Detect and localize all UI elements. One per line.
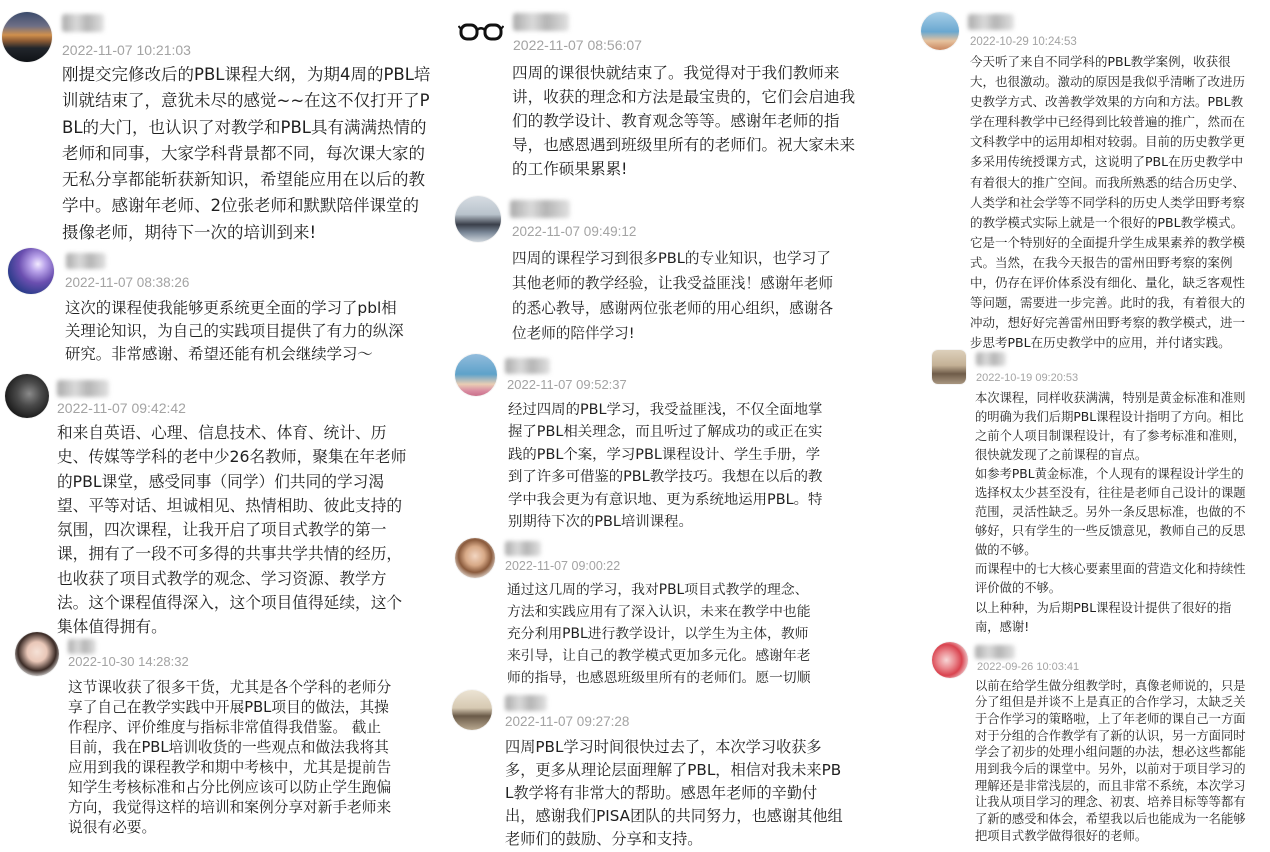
comment-text (975, 678, 1246, 845)
user-avatar[interactable] (2, 12, 52, 62)
comment-text-line: 用到我今后的课堂中。另外，以前对于项目学习的 (975, 762, 1246, 777)
comment-text (505, 736, 843, 851)
comment-text (512, 246, 833, 346)
comment-text-line: 享了自己在教学实践中开展PBL项目的做法，其操 (68, 699, 389, 716)
comment-text-line: 导，也感恩遇到班级里所有的老师们。祝大家未来 (512, 136, 856, 154)
comment-timestamp: 2022-11-07 08:38:26 (65, 275, 190, 290)
comment-text-line: 学在理科教学中已经得到比较普遍的推广，然而在 (970, 114, 1246, 130)
user-name-blurred[interactable] (968, 14, 1014, 30)
user-name-blurred[interactable] (976, 352, 1006, 366)
user-avatar[interactable] (8, 248, 54, 294)
user-name-blurred[interactable] (66, 253, 106, 269)
user-avatar[interactable] (5, 374, 49, 418)
comment-text-line: 训就结束了，意犹未尽的感觉~~在这不仅打开了P (62, 91, 430, 111)
user-avatar[interactable] (455, 196, 501, 242)
comment-text-line: 课，拥有了一段不可多得的共事共学共情的经历， (57, 544, 403, 564)
comment-text-line: 对于分组的合作教学有了新的认识，另一方面同时 (975, 728, 1246, 743)
comment-text-line: 通过这几周的学习，我对PBL项目式教学的理念、 (507, 582, 809, 598)
comment-text-line: 史教学方式、改善教学效果的方向和方法。PBL教 (970, 94, 1244, 110)
comment-text-line: 别期待下次的PBL培训课程。 (508, 513, 693, 530)
comment-text-line: 研究。非常感谢、希望还能有机会继续学习～ (65, 344, 373, 363)
comment-text-line: 刚提交完修改后的PBL课程大纲，为期4周的PBL培 (62, 65, 431, 84)
comment-text-line: 的明确为我们后期PBL课程设计指明了方向。相比 (975, 409, 1244, 424)
comment-text-line: 其他老师的教学经验，让我受益匪浅！感谢年老师 (512, 274, 834, 292)
comment-text (68, 678, 391, 838)
comment-text-line: 范围，灵活性缺乏。另外一条反思标准，也做的不 (975, 505, 1246, 520)
comment-text-line: 它是一个特别好的全面提升学生成果素养的教学模 (970, 234, 1246, 250)
comment-text-line: 南，感谢! (975, 619, 1030, 634)
comment-text-line: 以上种种，为后期PBL课程设计提供了很好的指 (975, 600, 1232, 615)
user-avatar[interactable] (455, 538, 495, 578)
comment-text-line: 应用到我的课程教学和期中考核中，尤其是提前告 (68, 759, 392, 776)
comment-text (57, 421, 406, 639)
comment-text-line: 来引导，让自己的教学模式更加多元化。感谢年老 (507, 648, 811, 664)
comment-text-line: 握了PBL相关理念，而且听过了解成功的或正在实 (508, 424, 823, 441)
comment-text-line: 之前个人项目制课程设计，有了参考标准和准则， (975, 428, 1246, 443)
comment-text-line: 四周的课很快就结束了。我觉得对于我们教师来 (512, 64, 840, 82)
comment-text-line: 今天听了来自不同学科的PBL教学案例，收获很 (970, 54, 1231, 69)
comment-text-line: 充分利用PBL进行教学设计，以学生为主体，教师 (507, 626, 809, 642)
comment-text-line: 理解还是非常浅层的，而且非常不系统，本次学习 (975, 778, 1246, 793)
comment-text-line: 和来自英语、心理、信息技术、体育、统计、历 (57, 423, 387, 442)
user-name-blurred[interactable] (513, 13, 569, 31)
comment-text-line: 位老师的陪伴学习! (512, 324, 635, 342)
comment-text-line: 到了许多可借鉴的PBL教学技巧。我想在以后的教 (508, 469, 823, 486)
comment-timestamp: 2022-10-19 09:20:53 (976, 372, 1079, 384)
comment-text-line: 于合作学习的策略啦，上了年老师的课自己一方面 (975, 711, 1246, 726)
glasses-icon (458, 18, 504, 46)
comment-text-line: 的PBL课堂，感受同事（同学）们共同的学习渴 (57, 471, 385, 491)
comment-text-line: 经过四周的PBL学习，我受益匪浅，不仅全面地掌 (508, 402, 823, 418)
user-avatar[interactable] (15, 632, 59, 676)
comment-text-line: 这节课收获了很多干货，尤其是各个学科的老师分 (68, 679, 392, 696)
user-name-blurred[interactable] (505, 541, 541, 556)
comment-timestamp: 2022-09-26 10:03:41 (977, 661, 1080, 673)
user-name-blurred[interactable] (62, 14, 104, 32)
comment-text-line: 目前，我在PBL培训收货的一些观点和做法我将其 (68, 739, 389, 756)
comment-text-line: 史、传媒等学科的老中少26名教师，聚集在年老师 (57, 447, 407, 467)
comment-text-line: 分了组但是并谈不上是真正的合作学习，太缺乏关 (975, 695, 1246, 710)
comment-text (508, 399, 822, 533)
comment-text (62, 62, 430, 246)
comment-text-line: 作程序、评价维度与指标非常值得我借鉴。 截止 (68, 719, 382, 736)
comment-text-line: 出，感谢我们PISA团队的共同努力，也感谢其他组 (505, 807, 843, 825)
user-name-blurred[interactable] (505, 358, 550, 374)
comment-timestamp: 2022-11-07 09:42:42 (57, 400, 186, 416)
comment-text-line: 摄像老师，期待下一次的培训到来! (62, 222, 317, 242)
comment-text-line: 学中我会更为有意识地、更为系统地运用PBL。特 (508, 491, 823, 508)
comment-text-line: 这次的课程使我能够更系统更全面的学习了pbl相 (65, 298, 397, 317)
comment-timestamp: 2022-11-07 08:56:07 (513, 37, 642, 53)
comment-text-line: 评价做的不够。 (975, 581, 1062, 596)
user-avatar[interactable] (921, 12, 959, 50)
comment-text-line: 四周的课程学习到很多PBL的专业知识，也学习了 (512, 249, 831, 267)
user-avatar[interactable] (455, 354, 497, 396)
comment-text-line: 把项目式教学做得很好的老师。 (975, 828, 1148, 843)
user-name-blurred[interactable] (510, 200, 570, 218)
comment-timestamp: 2022-11-07 10:21:03 (62, 42, 191, 58)
comment-text-line: 很快就发现了之前课程的盲点。 (975, 447, 1148, 462)
comment-text (512, 61, 855, 181)
comment-text-line: 的教学模式实际上就是一个很好的PBL教学模式。 (970, 214, 1244, 230)
comment-text-line: 老师们的鼓励、分享和支持。 (505, 830, 703, 848)
comment-text-line: 学会了初步的处理小组问题的办法，想必这些都能 (975, 745, 1246, 760)
comment-timestamp: 2022-11-07 09:49:12 (512, 224, 637, 239)
comment-text-line: 以前在给学生做分组教学时，真像老师说的，只是 (975, 678, 1246, 693)
comment-text-line: 做的不够。 (975, 543, 1037, 558)
comment-text (975, 389, 1246, 637)
comment-text-line: 老师和同事，大家学科背景都不同，每次课大家的 (62, 143, 425, 163)
comment-text-line: 让我从项目学习的理念、初衷、培养目标等等都有 (975, 795, 1246, 810)
comment-text-line: 学中。感谢年老师、2位张老师和默默陪伴课堂的 (62, 196, 419, 216)
comment-text-line: 无私分享都能斩获新知识，希望能应用在以后的教 (62, 170, 425, 190)
comment-text (65, 297, 404, 366)
user-avatar[interactable] (458, 18, 504, 46)
comment-text-line: 冲动，想好好完善雷州田野考察的教学模式，进一 (970, 315, 1246, 331)
comment-timestamp: 2022-10-30 14:28:32 (68, 654, 189, 669)
comment-text-line: 氛围，四次课程，让我开启了项目式教学的第一 (57, 520, 387, 539)
comment-text-line: 也收获了项目式教学的观念、学习资源、教学方 (57, 568, 387, 588)
comment-text-line: L教学将有非常大的帮助。感恩年老师的辛勤付 (505, 784, 818, 802)
comment-text-line: 大，也很激动。激动的原因是我似乎清晰了改进历 (970, 74, 1246, 90)
comment-text-line: 够好，只有学生的一些反馈意见，教师自己的反思 (975, 524, 1246, 539)
comment-timestamp: 2022-10-29 10:24:53 (970, 36, 1077, 48)
comment-text-line: 而课程中的七大核心要素里面的营造文化和持续性 (975, 562, 1246, 577)
comment-text-line: 了新的感受和体会，希望我以后也能成为一名能够 (975, 812, 1246, 827)
comment-timestamp: 2022-11-07 09:00:22 (505, 559, 621, 573)
comment-text-line: 多采用传统授课方式，这说明了PBL在历史教学中 (970, 154, 1244, 170)
comment-text-line: 如参考PBL黄金标准，个人现有的课程设计学生的 (975, 466, 1244, 481)
comment-text-line: 选择权太少甚至没有，往往是老师自己设计的课题 (975, 485, 1246, 500)
comment-text-line: 中，仍存在评价体系没有细化、量化，缺乏客观性 (970, 275, 1246, 291)
comment-text-line: 讲，收获的理念和方法是最宝贵的，它们会启迪我 (512, 88, 856, 106)
comment-timestamp: 2022-11-07 09:52:37 (507, 377, 627, 392)
comment-text-line: 四周PBL学习时间很快过去了，本次学习收获多 (505, 738, 822, 756)
user-avatar[interactable] (452, 690, 492, 730)
comment-text-line: 的悉心教导，感谢两位张老师的用心组织，感谢各 (512, 299, 834, 317)
comment-text-line: 集体值得拥有。 (57, 617, 167, 636)
comment-text-line: 知学生考核标准和占分比例应该可以防止学生跑偏 (68, 779, 392, 796)
user-name-blurred[interactable] (68, 639, 96, 654)
comment-text-line: 等问题，需要进一步完善。此时的我，有着很大的 (970, 295, 1246, 311)
comment-text-line: 人类学和社会学等不同学科的历史人类学田野考察 (970, 194, 1246, 210)
comment-timestamp: 2022-11-07 09:27:28 (505, 714, 630, 729)
comment-text-line: 式。当然，在我今天报告的雷州田野考察的案例 (970, 254, 1233, 270)
comment-text-line: 践的PBL个案，学习PBL课程设计、学生手册，学 (508, 446, 821, 463)
comment-text-line: 方法和实践应用有了深入认识，未来在教学中也能 (507, 604, 811, 620)
comment-text-line: BL的大门，也认识了对教学和PBL具有满满热情的 (62, 117, 427, 137)
comment-text-line: 说很有必要。 (68, 819, 157, 836)
comment-text-line: 有着很大的推广空间。而我所熟悉的结合历史学、 (970, 174, 1246, 190)
user-avatar[interactable] (932, 642, 968, 678)
comment-text-line: 步思考PBL在历史教学中的应用，并付诸实践。 (970, 335, 1231, 351)
comment-text-line: 关理论知识，为自己的实践项目提供了有力的纵深 (65, 321, 404, 340)
comment-text-line: 法。这个课程值得深入，这个项目值得延续，这个 (57, 592, 403, 612)
comment-text (507, 579, 811, 689)
comment-text-line: 望、平等对话、坦诚相见、热情相助、彼此支持的 (57, 495, 403, 515)
user-avatar[interactable] (932, 350, 966, 384)
comment-text-line: 文科教学中的运用却相对较弱。目前的历史教学更 (970, 134, 1246, 150)
comment-text-line: 们的教学设计、教育观念等等。感谢年老师的指 (512, 112, 840, 130)
comment-text-line: 多，更多从理论层面理解了PBL，相信对我未来PB (505, 761, 842, 779)
comment-text-line: 师的指导，也感恩班级里所有的老师们。愿一切顺 (507, 670, 811, 686)
comment-text-line: 本次课程，同样收获满满，特别是黄金标准和准则 (975, 390, 1246, 405)
comment-text (970, 52, 1245, 353)
comment-text-line: 的工作硕果累累! (512, 160, 628, 178)
user-name-blurred[interactable] (975, 645, 1015, 659)
comment-text-line: 方向，我觉得这样的培训和案例分享对新手老师来 (68, 799, 392, 816)
user-name-blurred[interactable] (57, 380, 109, 397)
user-name-blurred[interactable] (505, 695, 547, 711)
